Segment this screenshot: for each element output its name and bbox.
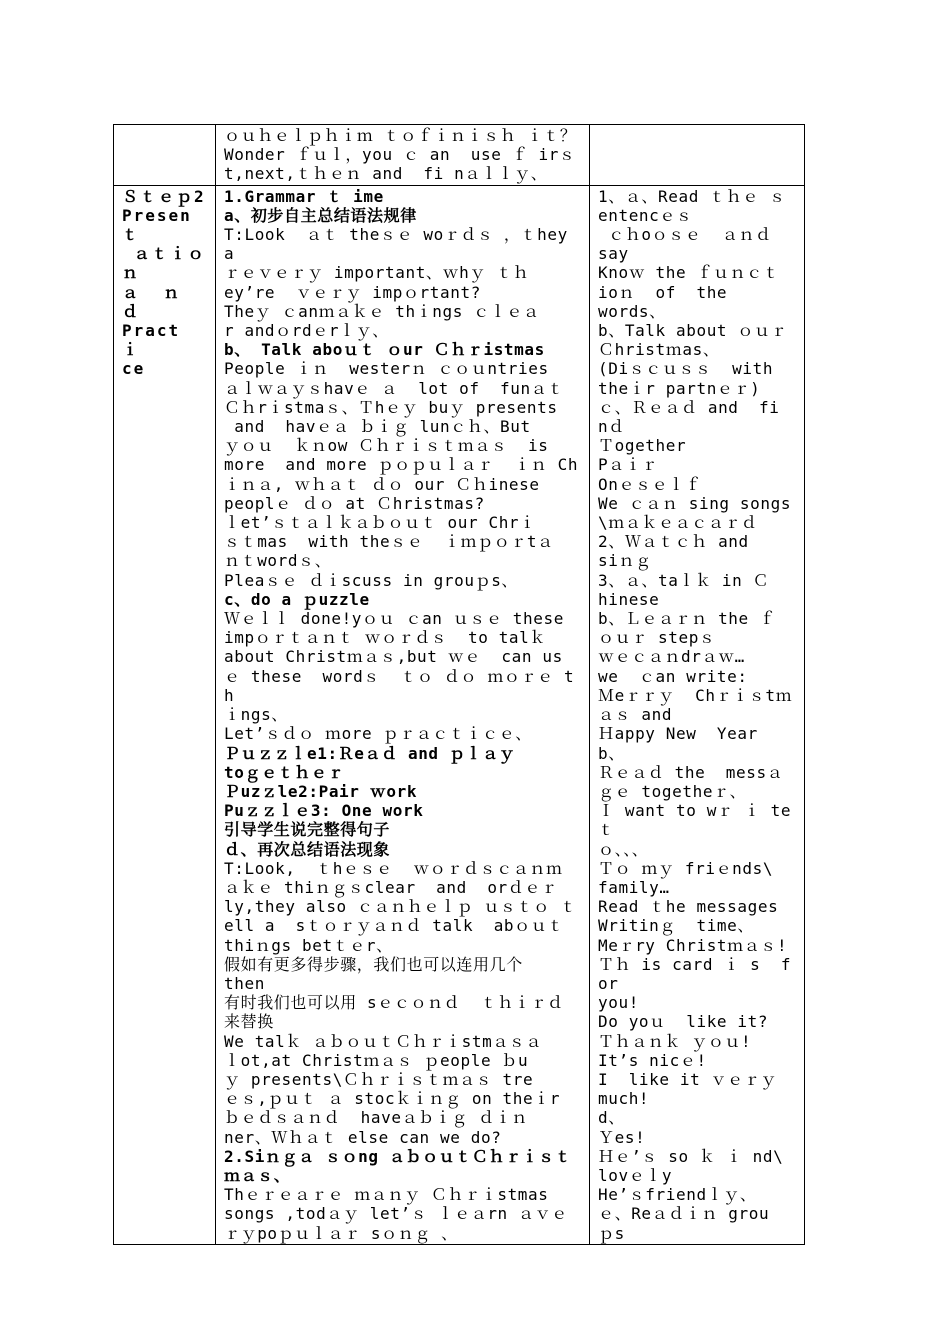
text-line: ｃｈoｏｓｅ ａｎｄ — [598, 225, 772, 245]
text-line: ｄ、再次总结语法现象 — [224, 839, 391, 859]
text-line: Ｃhristｍas、 — [598, 340, 720, 360]
text-line: Ｈappy New Year — [598, 724, 758, 744]
text-line: Knoｗ the ｆｕｎｃｔ — [598, 263, 780, 283]
text-line: T:Look ａｔ theｓｅ woｒｄｓ ，ｔhey a — [224, 225, 579, 264]
text-line: ｏｕｒ stepｓ — [598, 628, 716, 648]
text-line: more and more ｐｏｐｕｌａｒ ｉｎ Ch — [224, 455, 579, 475]
text-line: Read ｔhe messages — [598, 897, 779, 917]
text-line: Ｉ want to wｒ ｉ te ｔ — [598, 801, 802, 840]
text-line: then — [224, 973, 265, 993]
text-line: We talｋ ａｂｏｕｔＣｈｒｉstmａｓａ — [224, 1031, 543, 1051]
text-line: ｏ、、、 — [598, 839, 649, 859]
text-line: ly,they also ｃａｎｈｅｌｐ ｕｓｔｏ ｔ — [224, 897, 577, 917]
text-line: Ｐuzｚle2:Pair ｗork — [224, 781, 418, 801]
text-line: ｎｔwordｓ、 — [224, 551, 332, 571]
text-line: \ｍａｋｅａｃａｒｄ — [598, 513, 758, 533]
step-label: ａｔｉｏｎ — [122, 244, 206, 283]
text-line: (Diｓｃｕｓｓ with — [598, 359, 774, 379]
text-line: ｒｙpoｐｕｌａｒ sｏｎｇ 、 — [224, 1223, 458, 1243]
text-line: words、 — [598, 301, 666, 321]
text-line: ａｋｅ thiｎｇｓclear and orｄｅｒ — [224, 877, 558, 897]
text-line: ｌet’ｓｔａｌｋａｂｏｕｔ our Chrｉ — [224, 513, 536, 533]
text-line: Puｚｚｌｅ3: One work — [224, 801, 424, 821]
step-cell-empty — [114, 125, 216, 186]
text-line: ｅｓ,ｐｕｔ ａ stocｋｉｎｇ on theｉr — [224, 1089, 561, 1109]
text-line: b、Ｌｅａｒｎ the ｆ — [598, 609, 776, 629]
step-label: ce — [122, 359, 146, 379]
text-line: b、 Talk aboｕｔ ｏur Ｃｈｒistmas — [224, 340, 545, 360]
text-line: ｒｅｖｅｒｙ important、ｗhｙ ｔｈ — [224, 263, 530, 283]
text-line: Ｐｕｚｚｌe1:Ｒeａｄ and ｐｌａｙ — [224, 743, 516, 763]
text-line: ｃ、Ｒｅａｄ and fi — [598, 397, 780, 417]
lesson-plan-table — [113, 124, 805, 1245]
text-line: c、do a ｐuzzle — [224, 589, 370, 609]
text-line: siｎｇ — [598, 551, 652, 571]
text-line: I like it ｖｅｒｙ — [598, 1069, 777, 1089]
student-activity-cell-empty — [590, 125, 805, 186]
step-label-cell — [114, 185, 216, 1244]
text-line: Pleaｓｅ ｄｉscuss in grouｐs、 — [224, 570, 519, 590]
text-line: t,next,ｔｈｅｎ and fi nａｌｌｙ、 — [224, 164, 548, 184]
text-line: Do yoｕ like it? — [598, 1012, 769, 1032]
text-line: 1、ａ、Read ｔｈｅ ｓ — [598, 186, 786, 206]
text-line: Ｔｏ ｍｙ friｅnds\ — [598, 858, 774, 878]
text-line: T:Look, ｔhｅｓｅ ｗｏｒｄｓｃａｎｍ — [224, 858, 563, 878]
text-line: impｏｒｔａｎｔ ｗｏｒｄｓ to talｋ — [224, 628, 546, 648]
text-line: 引导学生说完整得句子 — [224, 820, 391, 840]
text-line: entencｅｓ — [598, 205, 693, 225]
text-line: Ｔｈａｎｋ ｙｏｕ! — [598, 1031, 752, 1051]
text-line: Ｍeｒｒｙ Chｒｉｓtｍ — [598, 685, 793, 705]
step-label: ａ ｎ ｄ — [122, 282, 205, 321]
step-label: Presen ｔ — [122, 205, 204, 245]
text-line: we ｃan write: — [598, 666, 748, 686]
text-line: He’ｓfriendｌｙ、 — [598, 1185, 757, 1205]
text-line: toｇｅｔｈｅｒ — [224, 762, 345, 782]
text-line: a、初步自主总结语法规律 — [224, 205, 417, 225]
text-line: We ｃａｎ sing songs — [598, 493, 792, 513]
text-line: ｙ presents\Ｃｈｒｉｓｔｍａｓ tre — [224, 1069, 534, 1089]
text-line: ｏｕｈｅｌｐｈｉｍ ｔｏｆｉｎｉｓｈ ｉｔ？ — [224, 126, 577, 145]
text-line: nｄ — [598, 417, 625, 437]
text-line: It’s nicｅ! — [598, 1050, 707, 1070]
text-line: People ｉｎ westerｎ ｃｏｕntries — [224, 359, 549, 379]
text-line: d、 — [598, 1108, 625, 1128]
text-line: r andｏrdｅrｌｙ、 — [224, 321, 389, 341]
text-line: and havｅａ ｂｉｇ lunｃｈ、But — [224, 417, 531, 437]
student-activity-cell — [590, 185, 805, 1244]
text-line: ｐs — [598, 1223, 625, 1243]
table-row-continued — [114, 125, 805, 186]
text-line: Ｃｈrｉstmaｓ、Ｔhｅｙ buｙ presents — [224, 397, 558, 417]
text-line: ｉｎａ, ｗｈａｔ ｄｏ our Ｃｈinese — [224, 474, 540, 494]
text-line: Writinｇ time、 — [598, 916, 754, 936]
text-line: Ｈｅ’ｓ so ｋ ｉ nd\ — [598, 1146, 784, 1166]
text-line: ｙｏｕ ｋｎow Ｃｈｒｉｓｔｍａｓ is — [224, 436, 549, 456]
text-line: 2、Ｗａｔｃｈ and — [598, 532, 749, 552]
text-line: theｉr partnｅｒ) — [598, 378, 761, 398]
text-line: Pａｉｒ — [598, 455, 659, 475]
text-line: ｗｅｃａｎdrａｗ… — [598, 647, 745, 667]
text-line: 1.Grammar ｔ ime — [224, 186, 384, 206]
text-line: family… — [598, 877, 670, 897]
text-line: thiｎgs betｔｅr、 — [224, 935, 393, 955]
text-line: ｓｔmas with theｓｅ ｉｍｐｏｒtａ — [224, 532, 554, 552]
text-line: Ｔｈ is card ｉ s for — [598, 954, 792, 993]
text-line: 有时我们也可以用 sｅｃｏｎｄ ｔｈｉｒｄ — [224, 993, 564, 1013]
text-line: ａｓ and — [598, 705, 673, 725]
text-line: Onｅｓｅｌｆ — [598, 474, 702, 494]
text-line: ioｎ of the — [598, 282, 728, 302]
table-row-step2 — [114, 185, 805, 1244]
text-line: ey’re ｖｅｒｙ impｏrtant? — [224, 282, 481, 302]
text-line: Ｔogether — [598, 436, 687, 456]
text-line: ell a sｔｏｒｙａｎｄ talk abｏｕｔ — [224, 916, 564, 936]
teacher-activity-cell — [216, 185, 590, 1244]
text-line: ｅ these wordｓ ｔｏ ｄｏ ｍｏｒｅ th — [224, 666, 575, 705]
text-line: 假如有更多得步骤，我们也可以连用几个 — [224, 954, 523, 974]
text-line: songs ,todａｙ let’ｓ ｌｅａrn ａｖｅ — [224, 1204, 568, 1224]
text-line: ｂｅｄｓａｎｄ haveａｂｉｇ ｄｉｎ — [224, 1108, 529, 1128]
text-line: 来替换 — [224, 1012, 274, 1032]
text-line: ｅ、Reａｄｉｎ grou — [598, 1204, 770, 1224]
text-line: much! — [598, 1089, 650, 1109]
text-line: lovｅｌy — [598, 1165, 673, 1185]
text-line: hinese — [598, 589, 660, 609]
step-label: Ｓｔｅｐ2 — [122, 186, 206, 206]
text-line: you! — [598, 993, 639, 1013]
text-line: say — [598, 244, 629, 264]
text-line: b、Talk about ｏｕｒ — [598, 321, 788, 341]
text-line: Ｙes! — [598, 1127, 646, 1147]
text-line: Let’ｓｄｏ ｍore ｐｒａｃｔｉｃｅ、 — [224, 724, 532, 744]
text-line: about Christｍａｓ,but ｗｅ can us — [224, 647, 563, 667]
text-line: 3、ａ、taｌｋ in Ｃ — [598, 570, 770, 590]
text-line: Thｅｒｅａｒｅ ｍａｎｙ Ｃｈｒｉstmas — [224, 1185, 549, 1205]
text-line: ｍａｓ、 — [224, 1165, 291, 1185]
text-line: ner、Ｗｈａｔ else can we do? — [224, 1127, 502, 1147]
text-line: ｇｅ togetheｒ、 — [598, 781, 747, 801]
text-line: Wonder ｆｕｌ，you ｃ an use ｆ irｓ — [224, 145, 576, 165]
text-line: ｉngs、 — [224, 705, 288, 725]
text-line: b、 — [598, 743, 625, 763]
text-line: Ｗｅｌｌ done!yｏｕ ｃan ｕｓｅ these — [224, 609, 564, 629]
text-line: ａｌｗａｙｓhavｅ ａ lot of funａｔ — [224, 378, 564, 398]
text-line: Meｒry Christｍａｓ! — [598, 935, 788, 955]
text-line: Ｒｅａｄ the messａ — [598, 762, 784, 782]
text-line: 2.Siｎｇａ ｓｏng ａｂｏｕｔＣｈｒｉｓｔ — [224, 1146, 572, 1166]
teacher-activity-cell — [216, 125, 590, 186]
text-line: ｌot,at Christｍａｓ ｐeople ｂu — [224, 1050, 529, 1070]
text-line: peoplｅ ｄｏ at Ｃhristmas? — [224, 493, 485, 513]
text-line: Theｙ ｃanｍａｋｅ thｉngs ｃｌｅａ — [224, 301, 540, 321]
step-label: Pract ｉ — [122, 321, 204, 360]
